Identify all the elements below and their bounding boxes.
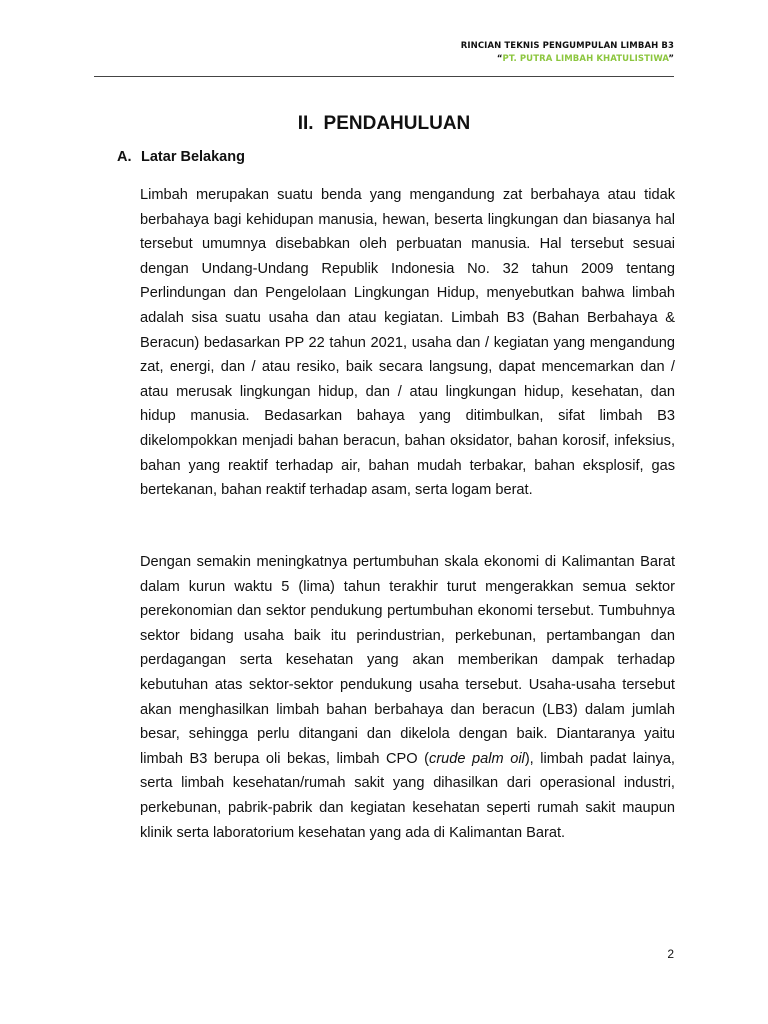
paragraph-2-text-start: Dengan semakin meningkatnya pertumbuhan skala ekonomi di Kalimantan Barat dalam kurun waktu 5 (lima) tahun terakhir turut mengerakkan semua sektor perekonomian dan sektor pendukung pertumbuhan ekonomi tersebut. Tumbuhnya sektor bidang usaha baik itu perindustrian, perkebunan, pertambangan dan perdagangan serta kesehatan yang akan memberikan dampak terhadap kebutuhan atas sektor-sektor pendukung usaha tersebut. Usaha-usaha tersebut akan menghasilkan limbah bahan berbahaya dan beracun (LB3) dalam jumlah besar, sehingga perlu ditangani dan dikelola dengan baik. Diantaranya yaitu limbah B3 berupa oli bekas, limbah CPO ( [140, 554, 675, 767]
chapter-number: II. [297, 113, 314, 134]
paragraph-2 [140, 550, 675, 845]
quote-close: ” [668, 54, 674, 64]
header-company [461, 53, 674, 66]
document-header [461, 40, 674, 66]
chapter-heading [0, 113, 768, 135]
paragraph-2-italic-term: crude palm oil [429, 750, 525, 767]
paragraph-1: Limbah merupakan suatu benda yang mengandung zat berbahaya atau tidak berbahaya bagi kehidupan manusia, hewan, beserta lingkungan dan biasanya hal tersebut umumnya disebabkan oleh perbuatan manusia. Hal tersebut sesuai dengan Undang-Undang Republik Indonesia No. 32 tahun 2009 tentang Perlindungan dan Pengelolaan Lingkungan Hidup, menyebutkan bahwa limbah adalah sisa suatu usaha dan atau kegiatan. Limbah B3 (Bahan Berbahaya & Beracun) bedasarkan PP 22 tahun 2021, usaha dan / kegiatan yang mengandung zat, energi, dan / atau resiko, baik secara langsung, dapat mencemarkan dan / atau merusak lingkungan hidup, dan / atau lingkungan hidup, kesehatan, dan hidup manusia. Bedasarkan bahaya yang ditimbulkan, sifat limbah B3 dikelompokkan menjadi bahan beracun, bahan oksidator, bahan korosif, infeksius, bahan yang reaktif terhadap air, bahan mudah terbakar, bahan eksplosif, gas bertekanan, bahan reaktif terhadap asam, serta logam berat. [140, 187, 675, 499]
paragraph-2-text-end: ), limbah padat lainya, serta limbah kesehatan/rumah sakit yang dihasilkan dari operasional industri, perkebunan, pabrik-pabrik dan kegiatan kesehatan seperti rumah sakit maupun klinik serta laboratorium kesehatan yang ada di Kalimantan Barat. [140, 750, 675, 841]
header-title: RINCIAN TEKNIS PENGUMPULAN LIMBAH B3 [460, 41, 674, 51]
section-letter: A. [117, 149, 132, 165]
section-title: Latar Belakang [141, 149, 245, 165]
company-name: PT. PUTRA LIMBAH KHATULISTIWA [502, 54, 669, 64]
quote-open: “ [496, 54, 503, 64]
section-heading [117, 149, 245, 165]
page-number: 2 [667, 947, 674, 961]
chapter-title: PENDAHULUAN [323, 113, 471, 134]
header-divider [94, 76, 674, 77]
